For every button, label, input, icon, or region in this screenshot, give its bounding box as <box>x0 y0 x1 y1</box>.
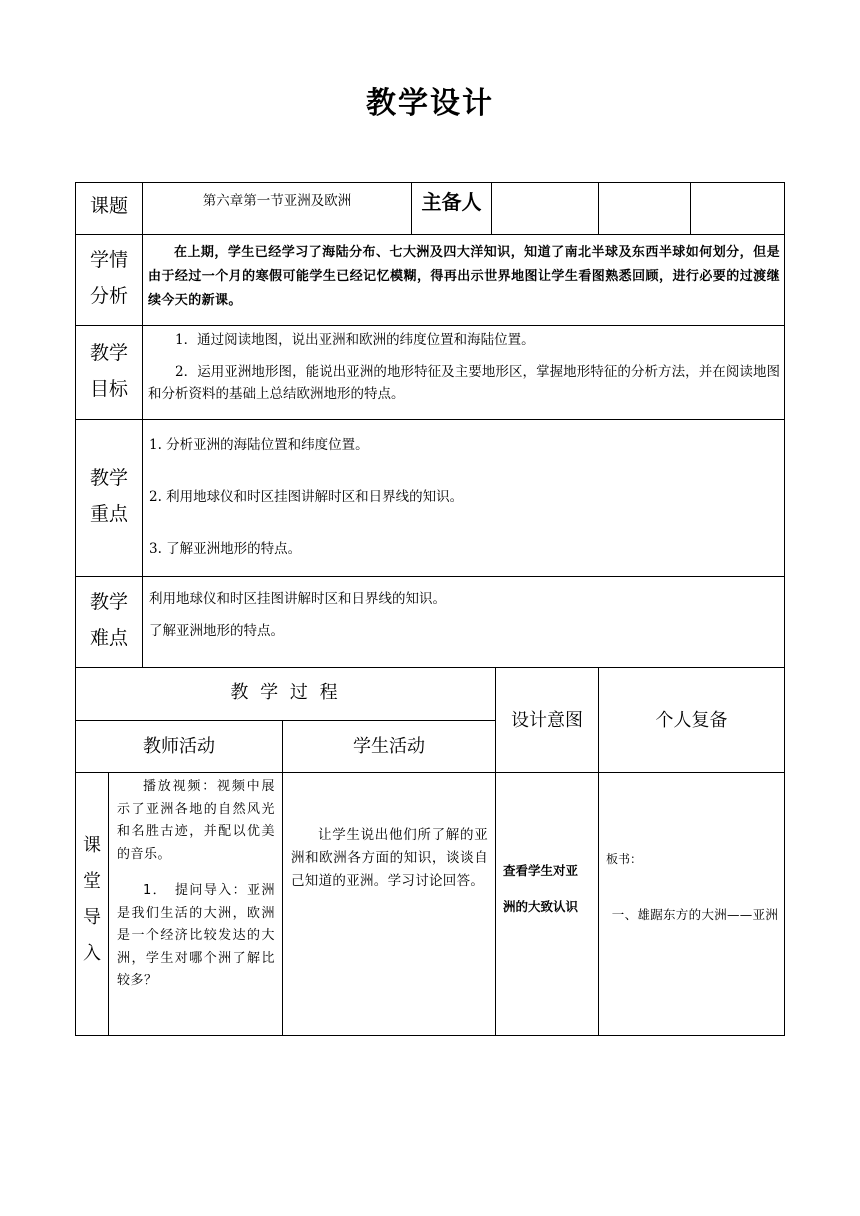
teacher-activity-p2: 1． 提问导入：亚洲是我们生活的大洲，欧洲是一个经济比较发达的大洲，学生对哪个洲了解比较多？ <box>117 883 275 988</box>
document-title: 教学设计 <box>366 86 494 121</box>
difficulties-label-line2: 难点 <box>89 627 128 649</box>
stage-label <box>76 828 108 972</box>
difficulties-label <box>76 584 142 656</box>
difficulties-text-2: 了解亚洲地形的特点。 <box>149 623 284 639</box>
goals-label-line2: 目标 <box>89 378 128 400</box>
teacher-activity-header: 教师活动 <box>143 736 215 757</box>
design-intent-header: 设计意图 <box>511 710 583 731</box>
board-label: 板书： <box>606 852 643 866</box>
analysis-label <box>76 242 142 314</box>
student-activity-header: 学生活动 <box>353 736 425 757</box>
goal-item-1: 1．通过阅读地图，说出亚洲和欧洲的纬度位置和海陆位置。 <box>175 332 535 348</box>
personal-prep-header: 个人复备 <box>655 710 728 731</box>
preparer-label: 主备人 <box>421 190 482 214</box>
process-title: 教 学 过 程 <box>230 682 341 703</box>
preparer-value <box>492 183 598 234</box>
key-points-label-line2: 重点 <box>89 503 128 525</box>
key-points-text-2: 2. 利用地球仪和时区挂图讲解时区和日界线的知识。 <box>149 489 464 505</box>
key-points-label <box>76 460 142 532</box>
goals-label <box>76 335 142 407</box>
teacher-activity-text <box>117 776 275 993</box>
goals-label-line1: 教学 <box>89 342 128 364</box>
key-points-text-3: 3. 了解亚洲地形的特点。 <box>149 541 302 557</box>
key-points-text-1: 1. 分析亚洲的海陆位置和纬度位置。 <box>149 437 369 453</box>
difficulties-label-line1: 教学 <box>89 591 128 613</box>
goals-list <box>148 326 780 405</box>
stage-char-2: 堂 <box>83 871 101 892</box>
topic-label: 课题 <box>89 195 128 217</box>
empty-cell-a <box>599 183 690 234</box>
empty-cell-b <box>691 183 784 234</box>
analysis-label-line2: 分析 <box>89 285 128 307</box>
stage-char-3: 导 <box>83 907 101 928</box>
student-activity-text: 让学生说出他们所了解的亚洲和欧洲各方面的知识，谈谈自己知道的亚洲。学习讨论回答。 <box>291 827 488 889</box>
goal-item-2: 2．运用亚洲地形图，能说出亚洲的地形特征及主要地形区，掌握地形特征的分析方法，并在阅读地图和分析资料的基础上总结欧洲地形的特点。 <box>148 364 780 402</box>
stage-char-1: 课 <box>83 835 101 856</box>
difficulties-text-1: 利用地球仪和时区挂图讲解时区和日界线的知识。 <box>149 591 446 607</box>
teacher-activity-p1: 播放视频：视频中展示了亚洲各地的自然风光和名胜古迹，并配以优美的音乐。 <box>117 779 275 862</box>
key-points-label-line1: 教学 <box>89 467 128 489</box>
stage-char-4: 入 <box>83 943 101 964</box>
design-intent-text: 查看学生对亚洲的大致认识 <box>503 863 579 914</box>
topic-value: 第六章第一节亚洲及欧洲 <box>202 193 352 209</box>
board-text: 一、雄踞东方的大洲——亚洲 <box>611 907 779 922</box>
analysis-label-line1: 学情 <box>89 249 128 271</box>
analysis-text: 在上期，学生已经学习了海陆分布、七大洲及四大洋知识，知道了南北半球及东西半球如何划分，但是由于经过一个月的寒假可能学生已经记忆模糊，得再出示世界地图让学生看图熟悉回顾，进行必要的过渡继续今天的新课。 <box>148 245 780 308</box>
